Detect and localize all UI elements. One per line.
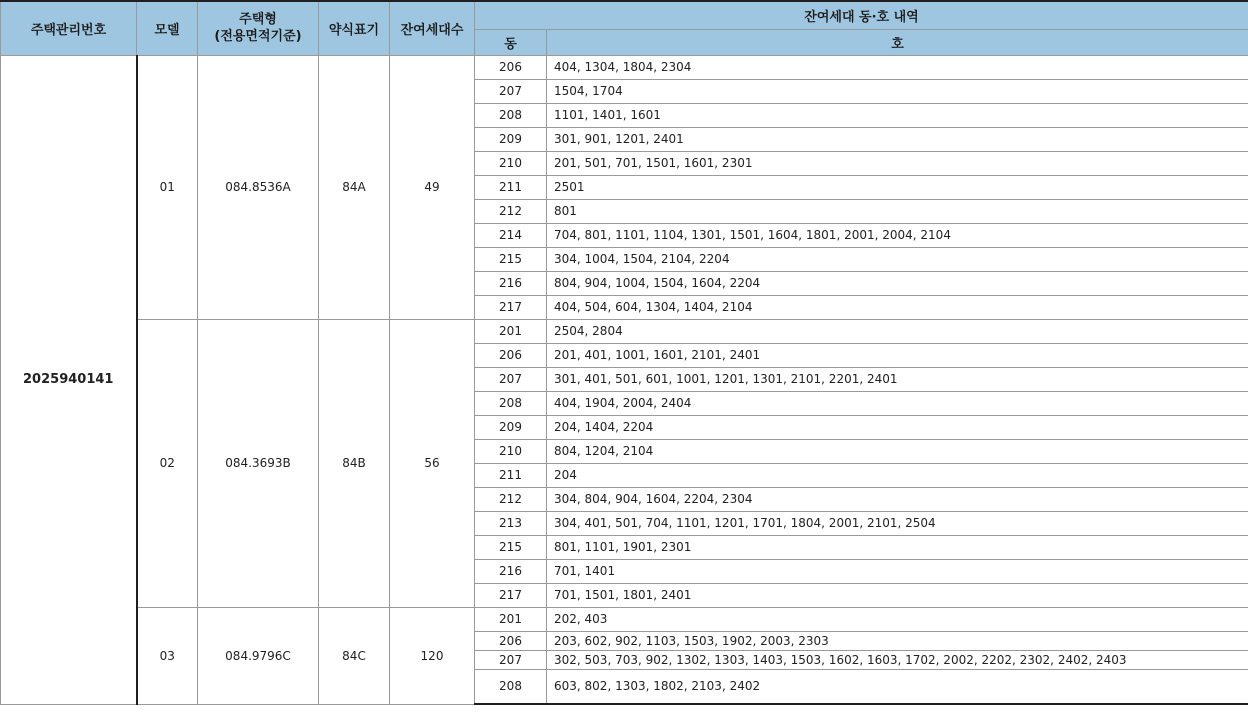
ho-cell: 204, 1404, 2204	[547, 415, 1248, 439]
dong-cell: 211	[475, 175, 547, 199]
table-body	[1, 55, 1248, 704]
remaining-count-cell: 56	[390, 319, 475, 607]
dong-cell: 207	[475, 79, 547, 103]
ho-cell: 701, 1501, 1801, 2401	[547, 583, 1248, 607]
dong-cell: 208	[475, 391, 547, 415]
ho-cell: 202, 403	[547, 607, 1248, 631]
dong-cell: 213	[475, 511, 547, 535]
header-detail: 잔여세대 동·호 내역	[475, 1, 1248, 29]
ho-cell: 304, 1004, 1504, 2104, 2204	[547, 247, 1248, 271]
header-housing-type	[198, 1, 319, 55]
ho-cell: 804, 1204, 2104	[547, 439, 1248, 463]
ho-cell: 404, 1904, 2004, 2404	[547, 391, 1248, 415]
ho-cell: 304, 401, 501, 704, 1101, 1201, 1701, 1804, 2001, 2101, 2504	[547, 511, 1248, 535]
ho-cell: 201, 501, 701, 1501, 1601, 2301	[547, 151, 1248, 175]
remaining-count-cell: 49	[390, 55, 475, 319]
ho-cell: 404, 504, 604, 1304, 1404, 2104	[547, 295, 1248, 319]
dong-cell: 216	[475, 271, 547, 295]
ho-cell: 1504, 1704	[547, 79, 1248, 103]
short-label-cell: 84C	[319, 607, 390, 704]
model-cell: 02	[137, 319, 198, 607]
ho-cell: 404, 1304, 1804, 2304	[547, 55, 1248, 79]
dong-cell: 215	[475, 535, 547, 559]
dong-cell: 212	[475, 199, 547, 223]
dong-cell: 211	[475, 463, 547, 487]
ho-cell: 801	[547, 199, 1248, 223]
table-row	[1, 55, 1248, 79]
housing-type-cell: 084.9796C	[198, 607, 319, 704]
dong-cell: 208	[475, 669, 547, 704]
header-housing-type-line2: (전용면적기준)	[214, 29, 302, 45]
header-ho: 호	[547, 29, 1248, 55]
dong-cell: 201	[475, 607, 547, 631]
ho-cell: 203, 602, 902, 1103, 1503, 1902, 2003, 2303	[547, 631, 1248, 650]
header-housing-type-line1: 주택형	[239, 12, 277, 28]
dong-cell: 216	[475, 559, 547, 583]
ho-cell: 201, 401, 1001, 1601, 2101, 2401	[547, 343, 1248, 367]
dong-cell: 210	[475, 439, 547, 463]
dong-cell: 207	[475, 367, 547, 391]
housing-type-cell: 084.8536A	[198, 55, 319, 319]
ho-cell: 2504, 2804	[547, 319, 1248, 343]
header-model: 모델	[137, 1, 198, 55]
table-header	[1, 1, 1248, 55]
ho-cell: 701, 1401	[547, 559, 1248, 583]
ho-cell: 603, 802, 1303, 1802, 2103, 2402	[547, 669, 1248, 704]
ho-cell: 302, 503, 703, 902, 1302, 1303, 1403, 1503, 1602, 1603, 1702, 2002, 2202, 2302, 2402, 2403	[547, 650, 1248, 669]
short-label-cell: 84B	[319, 319, 390, 607]
short-label-cell: 84A	[319, 55, 390, 319]
dong-cell: 201	[475, 319, 547, 343]
header-dong: 동	[475, 29, 547, 55]
dong-cell: 217	[475, 583, 547, 607]
ho-cell: 1101, 1401, 1601	[547, 103, 1248, 127]
mgmt-no-cell: 2025940141	[1, 55, 137, 704]
ho-cell: 704, 801, 1101, 1104, 1301, 1501, 1604, 1801, 2001, 2004, 2104	[547, 223, 1248, 247]
dong-cell: 212	[475, 487, 547, 511]
table-row	[1, 607, 1248, 631]
table-row	[1, 319, 1248, 343]
header-remaining: 잔여세대수	[390, 1, 475, 55]
dong-cell: 215	[475, 247, 547, 271]
ho-cell: 801, 1101, 1901, 2301	[547, 535, 1248, 559]
model-cell: 01	[137, 55, 198, 319]
remaining-count-cell: 120	[390, 607, 475, 704]
ho-cell: 204	[547, 463, 1248, 487]
ho-cell: 2501	[547, 175, 1248, 199]
header-short-label: 약식표기	[319, 1, 390, 55]
dong-cell: 209	[475, 415, 547, 439]
dong-cell: 207	[475, 650, 547, 669]
dong-cell: 214	[475, 223, 547, 247]
dong-cell: 208	[475, 103, 547, 127]
ho-cell: 301, 901, 1201, 2401	[547, 127, 1248, 151]
ho-cell: 301, 401, 501, 601, 1001, 1201, 1301, 2101, 2201, 2401	[547, 367, 1248, 391]
dong-cell: 206	[475, 631, 547, 650]
dong-cell: 217	[475, 295, 547, 319]
ho-cell: 304, 804, 904, 1604, 2204, 2304	[547, 487, 1248, 511]
header-mgmt-no: 주택관리번호	[1, 1, 137, 55]
housing-type-cell: 084.3693B	[198, 319, 319, 607]
ho-cell: 804, 904, 1004, 1504, 1604, 2204	[547, 271, 1248, 295]
model-cell: 03	[137, 607, 198, 704]
dong-cell: 209	[475, 127, 547, 151]
dong-cell: 206	[475, 55, 547, 79]
dong-cell: 206	[475, 343, 547, 367]
dong-cell: 210	[475, 151, 547, 175]
